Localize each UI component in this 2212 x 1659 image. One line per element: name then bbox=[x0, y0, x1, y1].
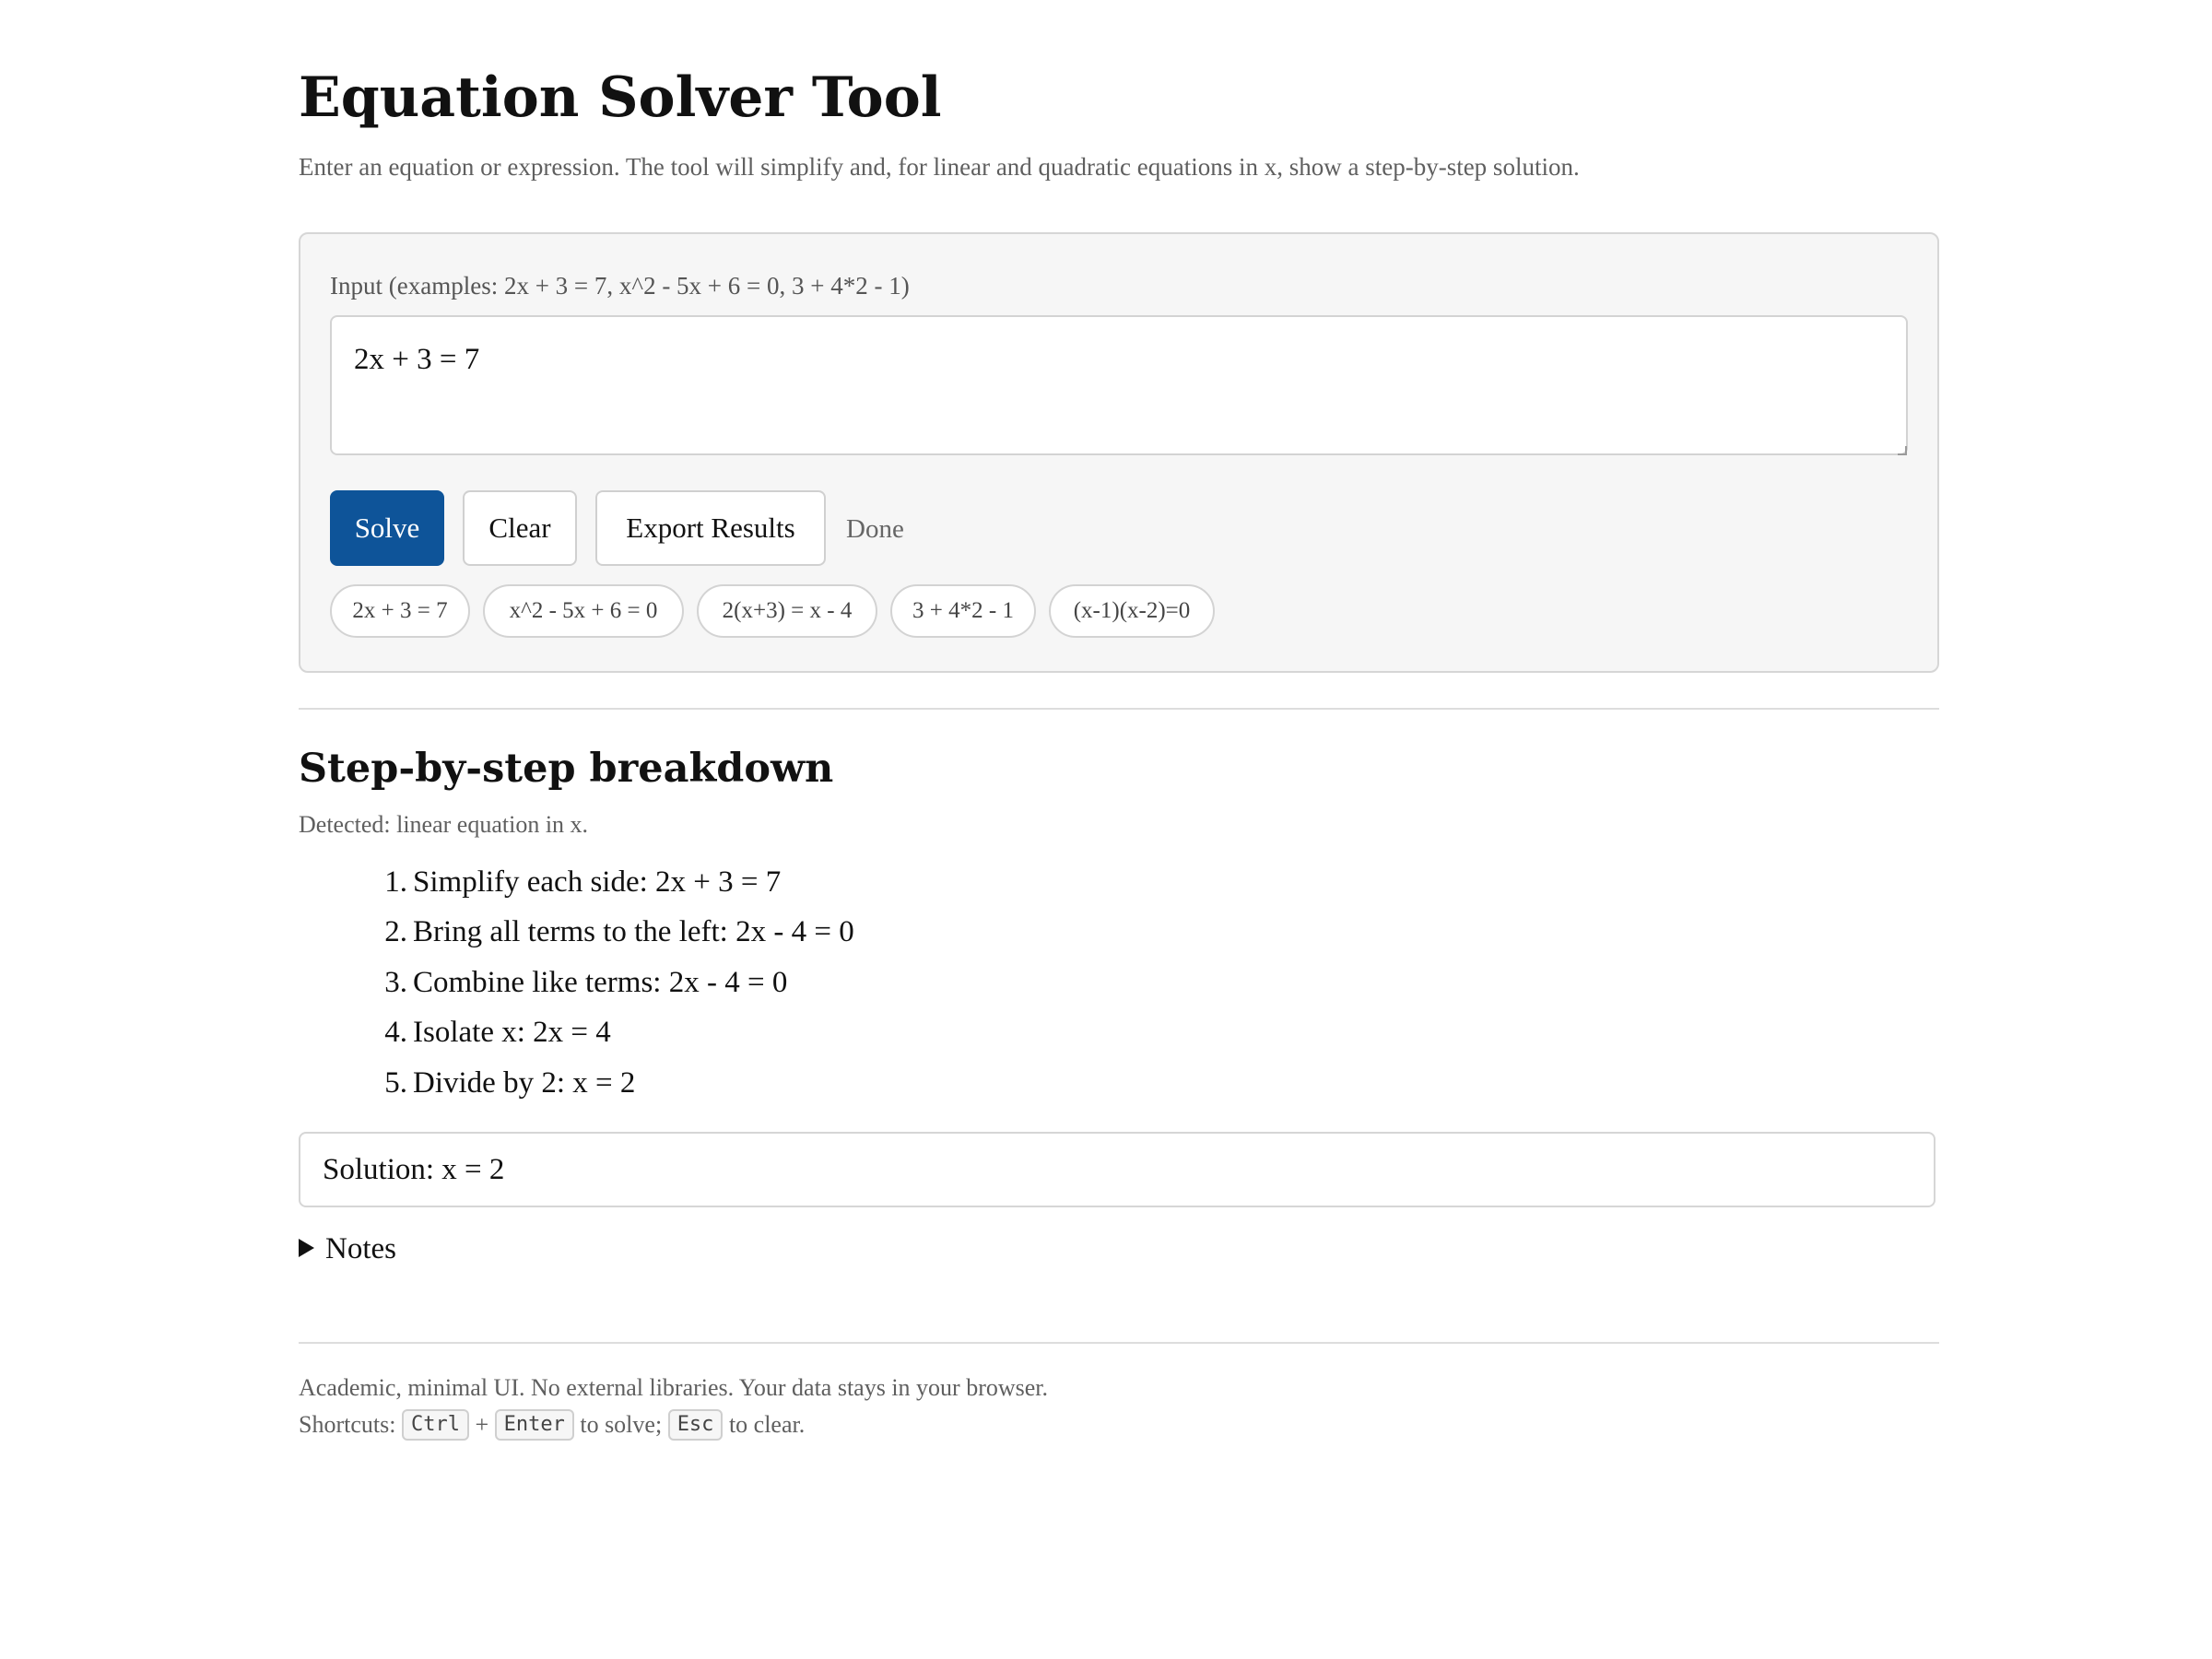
kbd-enter: Enter bbox=[495, 1409, 574, 1441]
export-results-button[interactable]: Export Results bbox=[595, 490, 826, 566]
example-chip[interactable]: (x-1)(x-2)=0 bbox=[1049, 584, 1215, 638]
step-number: 3. bbox=[384, 966, 407, 999]
kbd-ctrl: Ctrl bbox=[402, 1409, 469, 1441]
disclosure-triangle-icon bbox=[299, 1239, 314, 1257]
to-clear-text: to clear. bbox=[728, 1411, 806, 1438]
step-text: Isolate x: 2x = 4 bbox=[413, 1016, 611, 1049]
step-item bbox=[299, 1007, 611, 1057]
solution-box: Solution: x = 2 bbox=[299, 1132, 1936, 1207]
example-chip[interactable]: 2(x+3) = x - 4 bbox=[697, 584, 877, 638]
step-number: 5. bbox=[384, 1066, 407, 1100]
example-chip[interactable]: x^2 - 5x + 6 = 0 bbox=[483, 584, 684, 638]
shortcuts-label: Shortcuts: bbox=[299, 1411, 396, 1438]
input-panel bbox=[299, 232, 1939, 673]
kbd-esc: Esc bbox=[668, 1409, 724, 1441]
step-item bbox=[299, 1058, 635, 1108]
notes-toggle[interactable] bbox=[299, 1226, 396, 1272]
kbd-plus: + bbox=[475, 1411, 489, 1438]
step-number: 4. bbox=[384, 1016, 407, 1049]
example-chip[interactable]: 3 + 4*2 - 1 bbox=[890, 584, 1036, 638]
resize-grip-icon[interactable] bbox=[1898, 446, 1907, 455]
clear-button[interactable]: Clear bbox=[463, 490, 577, 566]
step-number: 2. bbox=[384, 915, 407, 948]
example-chip[interactable]: 2x + 3 = 7 bbox=[330, 584, 470, 638]
footer-shortcuts bbox=[299, 1406, 805, 1443]
step-text: Bring all terms to the left: 2x - 4 = 0 bbox=[413, 915, 854, 948]
section-divider bbox=[299, 708, 1939, 710]
status-text: Done bbox=[846, 514, 904, 544]
step-item bbox=[299, 907, 854, 957]
step-text: Simplify each side: 2x + 3 = 7 bbox=[413, 865, 782, 899]
footer-divider bbox=[299, 1342, 1939, 1344]
solve-button[interactable]: Solve bbox=[330, 490, 444, 566]
step-text: Divide by 2: x = 2 bbox=[413, 1066, 636, 1100]
page-title: Equation Solver Tool bbox=[299, 65, 942, 130]
detected-type: Detected: linear equation in x. bbox=[299, 811, 589, 838]
footer-privacy-note: Academic, minimal UI. No external libraries. Your data stays in your browser. bbox=[299, 1374, 1049, 1401]
page-subtitle: Enter an equation or expression. The tool will simplify and, for linear and quadratic equations in x, show a step-by-step solution. bbox=[299, 153, 1580, 181]
equation-input[interactable] bbox=[330, 315, 1908, 455]
step-number: 1. bbox=[384, 865, 407, 899]
notes-label: Notes bbox=[325, 1232, 396, 1265]
input-label: Input (examples: 2x + 3 = 7, x^2 - 5x + 6 = 0, 3 + 4*2 - 1) bbox=[330, 272, 910, 300]
step-item bbox=[299, 857, 781, 907]
breakdown-title: Step-by-step breakdown bbox=[299, 746, 834, 792]
to-solve-text: to solve; bbox=[580, 1411, 663, 1438]
step-text: Combine like terms: 2x - 4 = 0 bbox=[413, 966, 788, 999]
step-item bbox=[299, 958, 787, 1007]
